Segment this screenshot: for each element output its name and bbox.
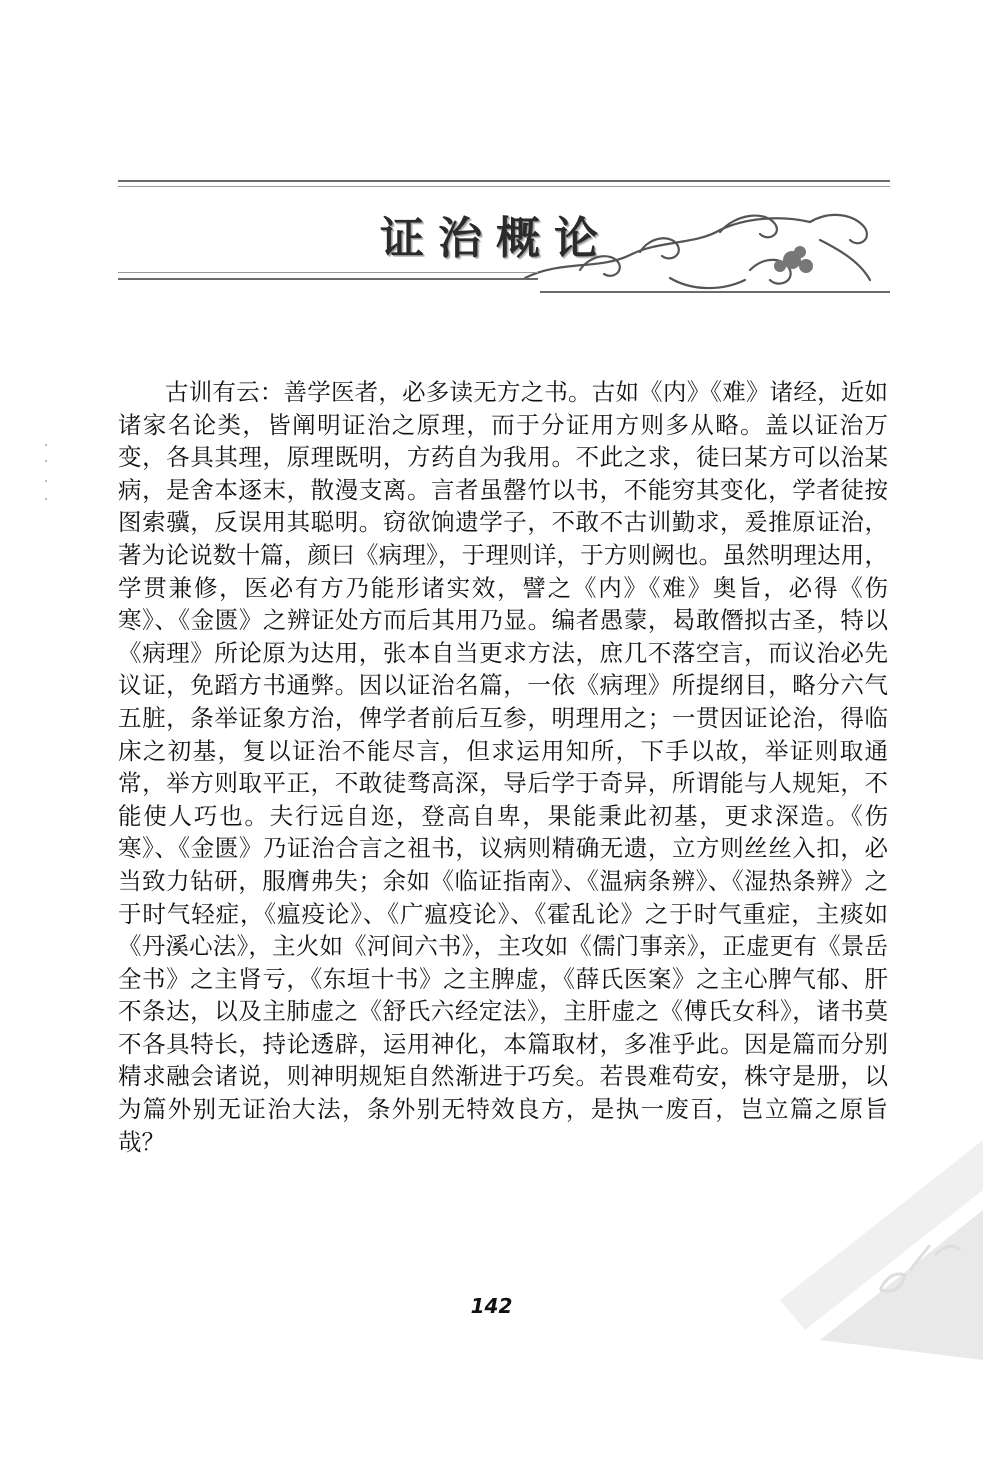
header-rule-bottom [118,278,538,280]
page-title: 证治概论 [380,213,612,264]
scroll-flourish-icon [520,200,890,300]
pdg-watermark-icon [760,1040,983,1360]
header-rule-top [118,180,890,182]
body-paragraph: 古训有云：善学医者，必多读无方之书。古如《内》《难》诸经，近如诸家名论类，皆阐明证治之原理，而于分证用方则多从略。盖以证治万变，各具其理，原理既明，方药自为我用。不此之求，徒曰某方可以治某病，是舍本逐末，散漫支离。言者虽罄竹以书，不能穷其变化，学者徒按图索骥，反误用其聪明。窃欲饷遗学子，不敢不古训勤求，爰推原证治，著为论说数十篇，颜曰《病理》，于理则详，于方则阙也。虽然明理达用，学贯兼修，医必有方乃能形诸实效，譬之《内》《难》奥旨，必得《伤寒》、《金匮》之辨证处方而后其用乃显。编者愚蒙，曷敢僭拟古圣，特以《病理》所论原为达用，张本自当更求方法，庶几不落空言，而议治必先议证，免蹈方书通弊。因以证治名篇，一依《病理》所提纲目，略分六气五脏，条举证象方治，俾学者前后互参，明理用之；一贯因证论治，得临床之初基，复以证治不能尽言，但求运用知所，下手以故，举证则取通常，举方则取平正，不敢徒骛高深，导后学于奇异，所谓能与人规矩，不能使人巧也。夫行远自迩，登高自卑，果能秉此初基，更求深造。《伤寒》、《金匮》乃证治合言之祖书，议病则精确无遗，立方则丝丝入扣，必当致力钻研，服膺弗失；余如《临证指南》、《温病条辨》、《湿热条辨》之于时气轻症，《瘟疫论》、《广瘟疫论》、《霍乱论》之于时气重症，主痰如《丹溪心法》，主火如《河间六书》，主攻如《儒门事亲》，正虚更有《景岳全书》之主肾亏，《东垣十书》之主脾虚，《薛氏医案》之主心脾气郁、肝不条达，以及主肺虚之《舒氏六经定法》，主肝虚之《傅氏女科》，诸书莫不各具特长，持论透辟，运用神化，本篇取材，多准乎此。因是篇而分别精求融会诸说，则神明规矩自然渐进于巧矣。若畏难苟安，株守是册，以为篇外别无证治大法，条外别无特效良方，是执一废百，岂立篇之原旨哉？ [118,378,888,1156]
page-number: 142 [470,1294,513,1318]
header-rule-bottom-thin [118,272,538,273]
header-rule-top-thin [118,186,890,187]
edge-marks [44,440,48,520]
header-rule-bottom-right [540,291,890,293]
